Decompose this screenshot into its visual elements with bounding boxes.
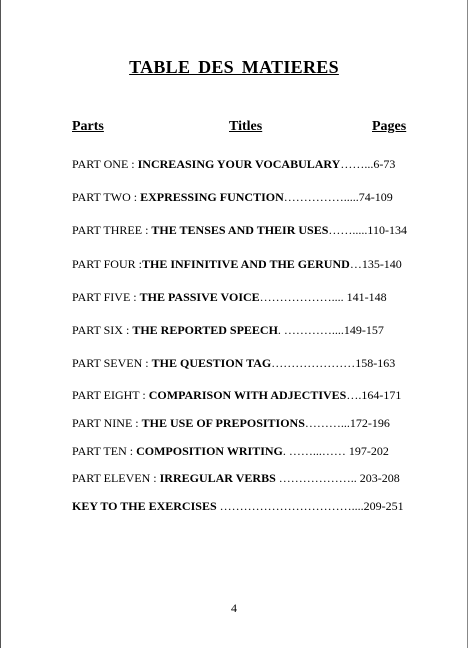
toc-part-label: PART EIGHT : <box>72 388 149 402</box>
toc-entry-part-eleven <box>72 471 400 485</box>
toc-leader-dots: ……………..... <box>283 190 359 204</box>
toc-pages: 74-109 <box>358 190 393 204</box>
toc-pages: 158-163 <box>355 356 396 370</box>
toc-pages: 6-73 <box>373 157 396 171</box>
toc-pages: 164-171 <box>361 388 402 402</box>
toc-part-label: PART FOUR : <box>72 257 142 271</box>
toc-pages: 135-140 <box>361 257 402 271</box>
toc-leader-dots: ………………… <box>271 356 356 370</box>
toc-title: THE QUESTION TAG <box>151 356 272 370</box>
toc-pages: 203-208 <box>359 471 400 485</box>
toc-title: COMPARISON WITH ADJECTIVES <box>148 388 347 402</box>
toc-entry-part-ten <box>72 444 389 458</box>
toc-leader-dots: ……..... <box>328 223 368 237</box>
toc-title: INCREASING YOUR VOCABULARY <box>137 157 341 171</box>
toc-leader-dots: ………... <box>304 416 350 430</box>
toc-part-label: PART THREE : <box>72 223 152 237</box>
toc-part-label: KEY TO THE EXERCISES <box>72 499 220 513</box>
toc-leader-dots: ……………….. <box>275 471 360 485</box>
toc-leader-dots: … <box>349 257 362 271</box>
column-header-titles: Titles <box>229 119 263 134</box>
toc-entry-part-four <box>72 257 402 271</box>
toc-entry-part-eight <box>72 388 401 402</box>
toc-leader-dots: . ………….... <box>277 323 344 337</box>
page-edge-left <box>0 0 1 648</box>
toc-leader-dots: . ……...…… <box>282 444 349 458</box>
toc-pages: 197-202 <box>348 444 389 458</box>
toc-entry-part-two <box>72 190 393 204</box>
toc-leader-dots: …………………………….... <box>219 499 364 513</box>
toc-pages: 209-251 <box>363 499 404 513</box>
toc-entry-part-seven <box>72 356 395 370</box>
page-title: TABLE DES MATIERES <box>129 57 339 77</box>
toc-part-label: PART FIVE : <box>72 290 140 304</box>
toc-part-label: PART SIX : <box>72 323 133 337</box>
toc-leader-dots: …. <box>346 388 362 402</box>
toc-entry-part-five <box>72 290 387 304</box>
toc-part-label: PART TWO : <box>72 190 141 204</box>
toc-entry-part-three <box>72 223 407 237</box>
toc-entry-key-to-exercises <box>72 499 404 513</box>
column-header-pages: Pages <box>372 119 407 134</box>
toc-title: THE REPORTED SPEECH <box>132 323 278 337</box>
toc-title: THE PASSIVE VOICE <box>139 290 260 304</box>
toc-part-label: PART NINE : <box>72 416 142 430</box>
toc-leader-dots: ……………….... <box>259 290 347 304</box>
toc-part-label: PART ELEVEN : <box>72 471 160 485</box>
toc-pages: 110-134 <box>367 223 407 237</box>
toc-title: EXPRESSING FUNCTION <box>140 190 284 204</box>
toc-part-label: PART SEVEN : <box>72 356 152 370</box>
toc-part-label: PART TEN : <box>72 444 137 458</box>
toc-title: THE INFINITIVE AND THE GERUND <box>141 257 350 271</box>
toc-pages: 141-148 <box>346 290 387 304</box>
toc-title: COMPOSITION WRITING <box>136 444 283 458</box>
toc-pages: 172-196 <box>349 416 390 430</box>
page-number: 4 <box>231 601 237 615</box>
toc-title: THE TENSES AND THEIR USES <box>151 223 329 237</box>
toc-title: IRREGULAR VERBS <box>159 471 276 485</box>
toc-leader-dots: ……... <box>340 157 374 171</box>
toc-entry-part-nine <box>72 416 390 430</box>
toc-part-label: PART ONE : <box>72 157 138 171</box>
toc-title: THE USE OF PREPOSITIONS <box>141 416 305 430</box>
toc-entry-part-one <box>72 157 395 171</box>
toc-pages: 149-157 <box>343 323 384 337</box>
column-header-parts: Parts <box>72 119 104 134</box>
toc-entry-part-six <box>72 323 384 337</box>
